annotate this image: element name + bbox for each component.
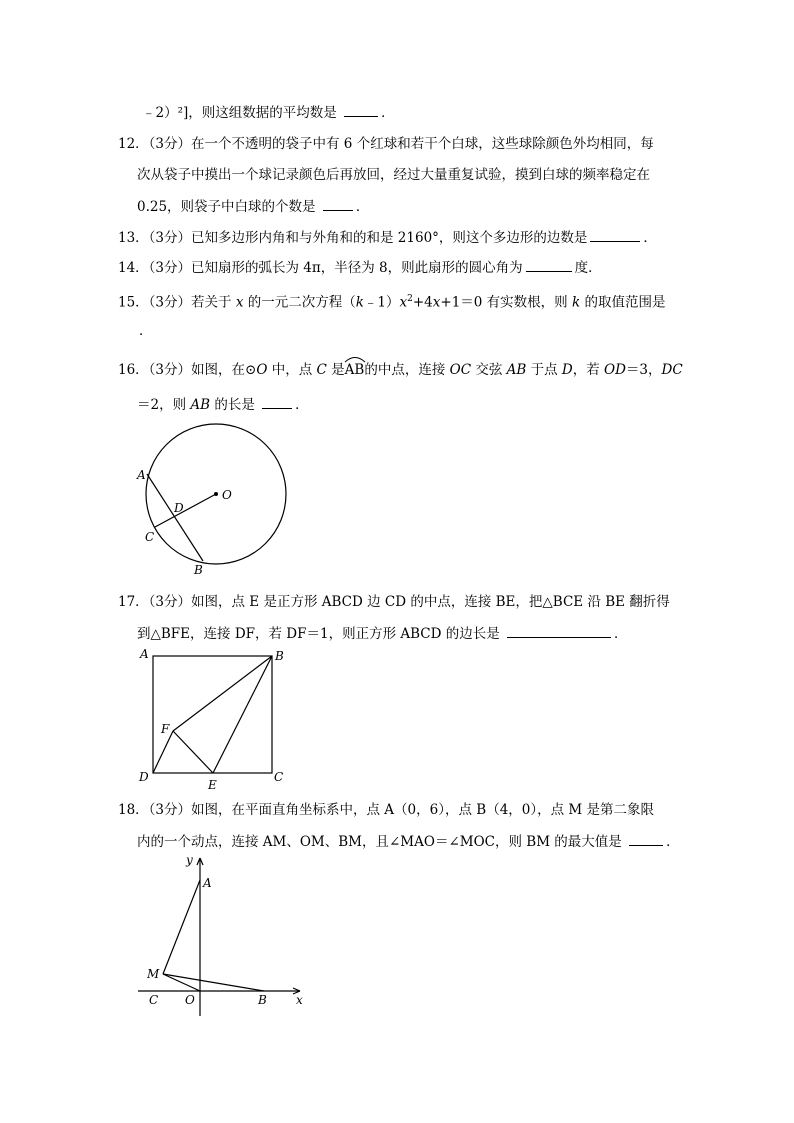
segment-df xyxy=(153,731,173,773)
label-d: D xyxy=(174,501,184,515)
q13-line: 13．（3分）已知多边形内角和与外角和的和是 2160°，则这个多边形的边数是 ． xyxy=(118,230,657,246)
q16-line1: 16．（3分）如图，在⊙O 中，点 C 是 AB的中点，连接 OC 交弦 AB 于点 D，若 OD＝3，DC xyxy=(118,361,683,379)
q14-line: 14．（3分）已知扇形的弧长为 4π，半径为 8，则此扇形的圆心角为 度． xyxy=(118,260,602,276)
arc-ab-symbol: AB xyxy=(345,361,365,379)
label-c: C xyxy=(149,993,159,1007)
label-b: B xyxy=(258,993,267,1007)
label-a: A xyxy=(137,468,146,482)
q12-line1: 12．（3分）在一个不透明的袋子中有 6 个红球和若干个白球，这些球除颜色外均相同，每 xyxy=(118,136,654,152)
segment-am xyxy=(163,880,200,974)
label-b: B xyxy=(194,563,203,577)
q12-blank[interactable] xyxy=(323,198,353,211)
segment-fe xyxy=(173,731,213,773)
segment-bm xyxy=(163,974,264,991)
label-m: M xyxy=(147,967,160,981)
label-a: A xyxy=(203,876,212,890)
label-e: E xyxy=(208,778,217,792)
label-y: y xyxy=(186,853,193,867)
label-d: D xyxy=(139,770,149,784)
q11-blank[interactable] xyxy=(344,104,378,117)
q15-line1: 15．（3分）若关于 x 的一元二次方程$(k﹣1)x^2+4x+1=0$ 有实数根，则 k 的取值范围是 xyxy=(118,294,666,311)
q11-text: ﹣2）²]，则这组数据的平均数是 xyxy=(142,105,337,121)
label-o: O xyxy=(222,488,232,502)
label-c: C xyxy=(274,770,284,784)
q17-blank[interactable] xyxy=(507,625,611,638)
label-c: C xyxy=(145,530,155,544)
q16-line2: ＝2，则 AB 的长是 ． xyxy=(137,397,309,413)
label-o: O xyxy=(185,993,195,1007)
label-x: x xyxy=(296,993,303,1007)
q16-circle-figure xyxy=(130,420,300,580)
label-f: F xyxy=(161,722,170,736)
q12-line2: 次从袋子中摸出一个球记录颜色后再放回，经过大量重复试验，摸到白球的频率稳定在 xyxy=(137,167,650,183)
q18-line1: 18．（3分）如图，在平面直角坐标系中，点 A（0，6），点 B（4，0），点 M 是第二象限 xyxy=(118,802,655,818)
label-a: A xyxy=(140,647,149,661)
q18-line2: 内的一个动点，连接 AM、OM、BM，且∠MAO＝∠MOC，则 BM 的最大值是 ． xyxy=(137,834,680,850)
center-point xyxy=(214,492,218,496)
segment-oc xyxy=(155,494,216,527)
q16-blank[interactable] xyxy=(262,396,292,409)
label-b: B xyxy=(275,649,284,663)
q13-blank[interactable] xyxy=(590,229,640,242)
chord-ab xyxy=(147,474,203,561)
square-abcd xyxy=(153,656,272,773)
q17-line1: 17．（3分）如图，点 E 是正方形 ABCD 边 CD 的中点，连接 BE，把△BCE 沿 BE 翻折得 xyxy=(118,594,670,610)
segment-bf xyxy=(173,656,272,731)
q17-square-figure xyxy=(130,640,300,792)
q14-blank[interactable] xyxy=(526,259,572,272)
q11-line: ﹣2）²]，则这组数据的平均数是 ． xyxy=(142,105,395,121)
q18-coordinate-figure xyxy=(130,850,310,1020)
q15-line2: ． xyxy=(139,323,153,339)
q17-line2: 到△BFE，连接 DF，若 DF＝1，则正方形 ABCD 的边长是 ． xyxy=(137,626,628,642)
segment-be xyxy=(213,656,272,773)
q12-line3: 0.25，则袋子中白球的个数是 ． xyxy=(137,199,370,215)
q18-blank[interactable] xyxy=(629,833,663,846)
